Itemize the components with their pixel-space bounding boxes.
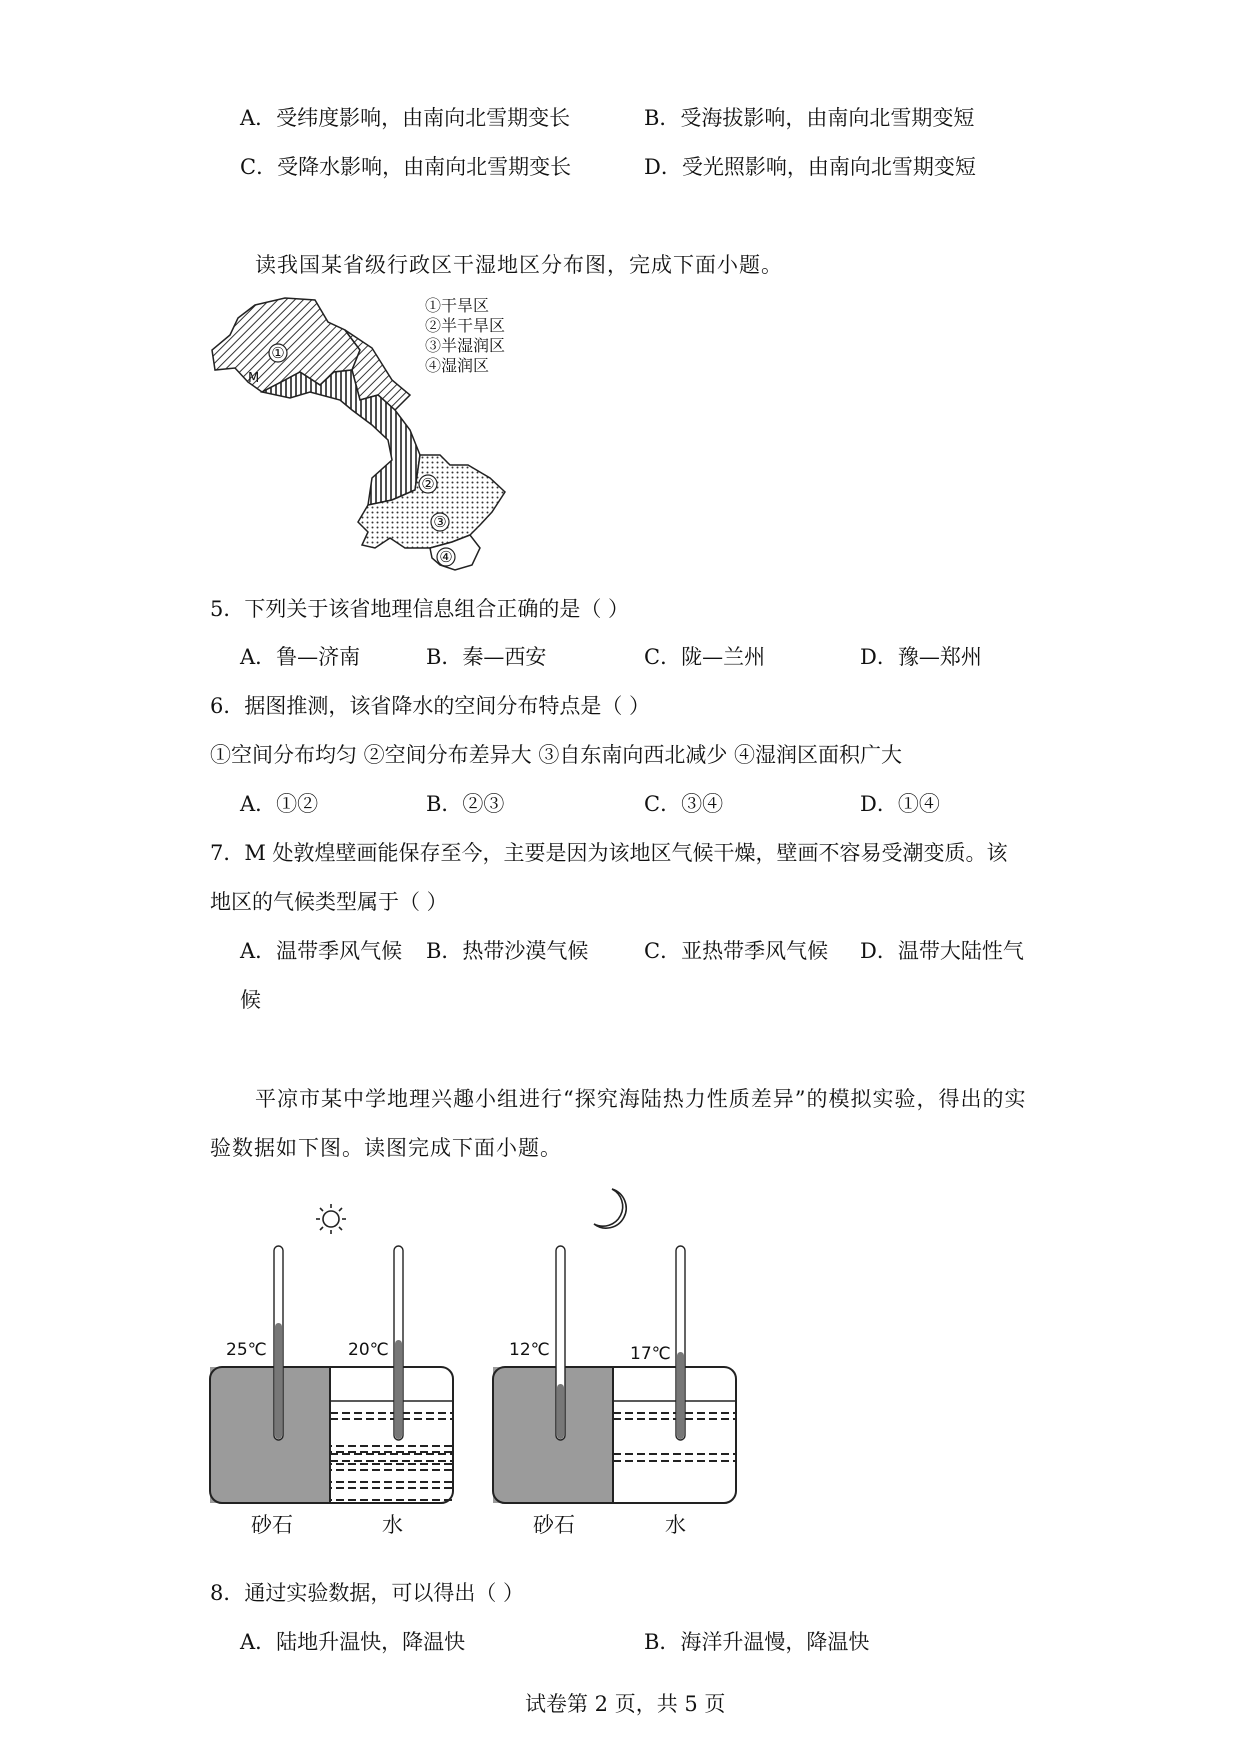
legend-humid: ④湿润区 — [425, 356, 490, 375]
q8-stem: 8．通过实验数据，可以得出（ ） — [210, 1581, 525, 1605]
legend-arid: ①干旱区 — [425, 296, 490, 315]
q7-stem-line2: 地区的气候类型属于（ ） — [210, 890, 448, 914]
moon-icon — [594, 1189, 626, 1228]
q6-option-b: B．②③ — [426, 792, 505, 816]
night-container — [493, 1246, 736, 1503]
q5-option-b: B．秦—西安 — [426, 645, 547, 669]
day-sand-label: 砂石 — [251, 1513, 293, 1537]
day-container — [210, 1246, 453, 1503]
map-label-3: ③ — [433, 513, 447, 531]
q7-option-b: B．热带沙漠气候 — [426, 939, 589, 963]
q4-option-b: B．受海拔影响，由南向北雪期变短 — [644, 106, 975, 130]
q6-option-c: C．③④ — [644, 792, 724, 816]
q6-option-d: D．①④ — [860, 792, 940, 816]
q7-option-c: C．亚热带季风气候 — [644, 939, 829, 963]
map-section-intro: 读我国某省级行政区干湿地区分布图，完成下面小题。 — [255, 253, 783, 277]
q8-option-b: B．海洋升温慢，降温快 — [644, 1630, 870, 1654]
legend-semi-humid: ③半湿润区 — [425, 336, 506, 355]
day-water-label: 水 — [382, 1513, 403, 1537]
map-label-2: ② — [421, 475, 435, 493]
q4-option-a: A．受纬度影响，由南向北雪期变长 — [240, 106, 571, 130]
q5-option-c: C．陇—兰州 — [644, 645, 766, 669]
q7-option-a: A．温带季风气候 — [240, 939, 403, 963]
experiment-intro-line1: 平凉市某中学地理兴趣小组进行“探究海陆热力性质差异”的模拟实验，得出的实 — [255, 1087, 1027, 1111]
page-footer: 试卷第 2 页，共 5 页 — [525, 1692, 726, 1716]
map-label-1: ① — [271, 344, 285, 362]
q7-option-d-continued: 候 — [240, 988, 261, 1012]
legend-semi-arid: ②半干旱区 — [425, 316, 506, 335]
q6-stem: 6．据图推测，该省降水的空间分布特点是（ ） — [210, 694, 651, 718]
sun-icon — [316, 1204, 346, 1234]
map-legend — [425, 296, 505, 376]
q6-statements: ①空间分布均匀 ②空间分布差异大 ③自东南向西北减少 ④湿润区面积广大 — [210, 743, 903, 767]
q7-stem-line1: 7．M 处敦煌壁画能保存至今，主要是因为该地区气候干燥，壁画不容易受潮变质。该 — [210, 841, 1008, 865]
q8-option-a: A．陆地升温快，降温快 — [240, 1630, 466, 1654]
map-label-4: ④ — [439, 548, 453, 566]
q5-stem: 5．下列关于该省地理信息组合正确的是（ ） — [210, 597, 630, 621]
night-water-temp: 17℃ — [630, 1344, 671, 1364]
night-water-label: 水 — [665, 1513, 686, 1537]
q5-option-d: D．豫—郑州 — [860, 645, 982, 669]
q5-option-a: A．鲁—济南 — [240, 645, 361, 669]
day-sand-temp: 25℃ — [226, 1340, 267, 1360]
night-sand-temp: 12℃ — [509, 1340, 550, 1360]
q4-option-d: D．受光照影响，由南向北雪期变短 — [644, 155, 976, 179]
q4-option-c: C．受降水影响，由南向北雪期变长 — [240, 155, 572, 179]
map-label-m: M — [248, 371, 260, 386]
q6-option-a: A．①② — [240, 792, 319, 816]
experiment-intro-line2: 验数据如下图。读图完成下面小题。 — [210, 1136, 562, 1160]
day-water-temp: 20℃ — [348, 1340, 389, 1360]
q7-option-d: D．温带大陆性气 — [860, 939, 1024, 963]
night-sand-label: 砂石 — [533, 1513, 575, 1537]
